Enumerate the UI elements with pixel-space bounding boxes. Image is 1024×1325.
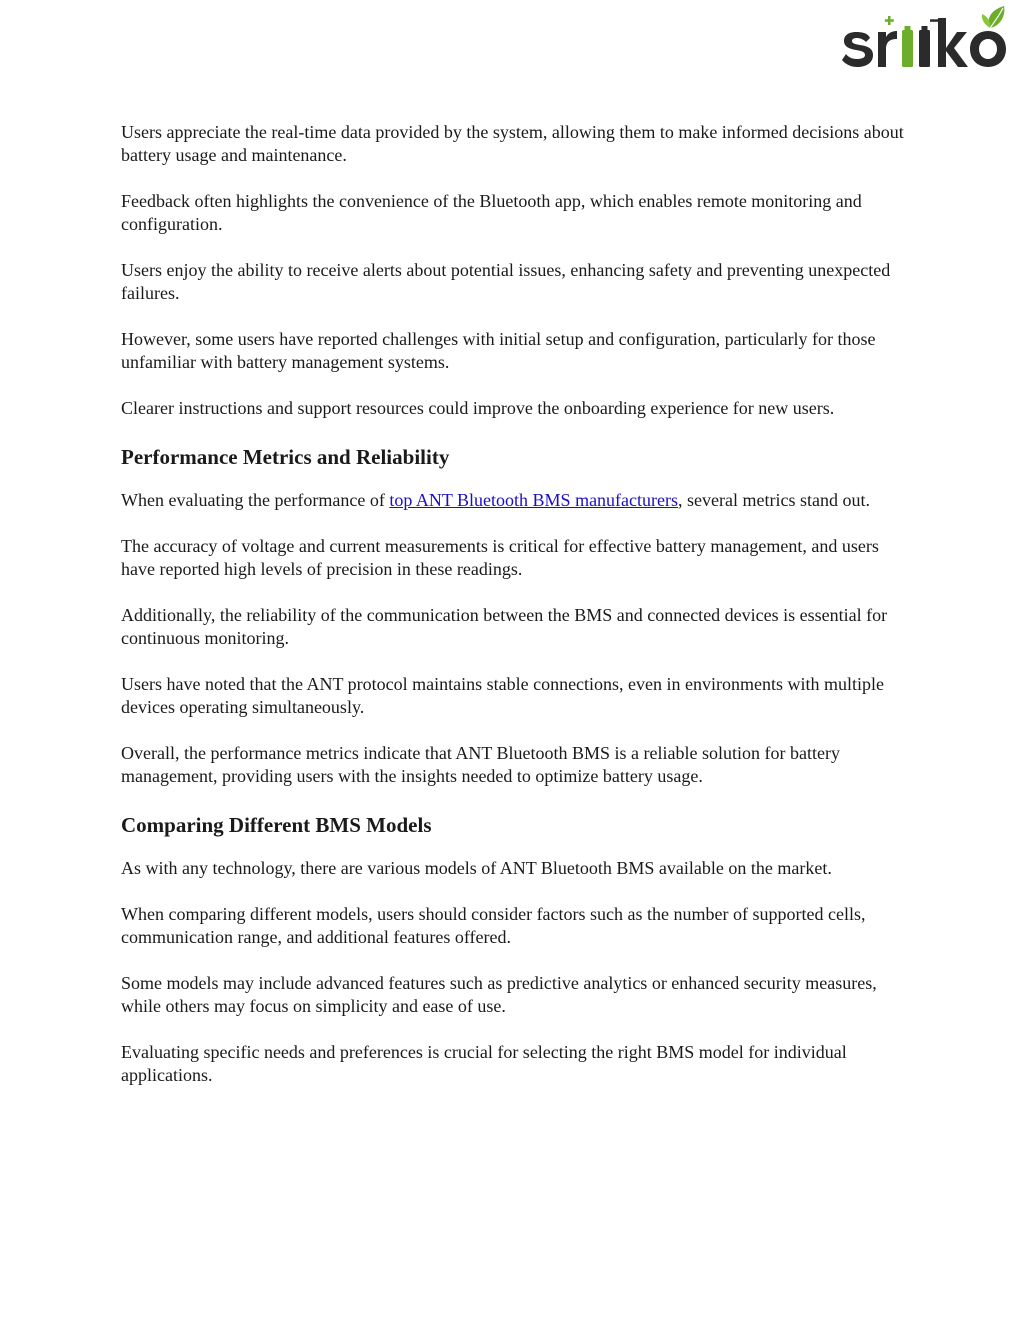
- brand-logo: [840, 4, 1012, 74]
- paragraph: Users appreciate the real-time data provided by the system, allowing them to make informed decisions about battery usage and maintenance.: [121, 122, 904, 165]
- manufacturers-link[interactable]: top ANT Bluetooth BMS manufacturers: [389, 490, 679, 510]
- sriko-logo-icon: [840, 4, 1012, 74]
- paragraph: Some models may include advanced features such as predictive analytics or enhanced security measures, while others may focus on simplicity and ease of use.: [121, 973, 877, 1016]
- section-heading: Comparing Different BMS Models: [121, 813, 432, 837]
- text-span: , several metrics stand out.: [678, 490, 870, 510]
- paragraph-with-link: [121, 489, 911, 512]
- paragraph: As with any technology, there are various models of ANT Bluetooth BMS available on the market.: [121, 858, 832, 878]
- text-span: When evaluating the performance of: [121, 490, 390, 510]
- paragraph: Clearer instructions and support resources could improve the onboarding experience for new users.: [121, 398, 835, 418]
- paragraph: When comparing different models, users should consider factors such as the number of supported cells, communication range, and additional features offered.: [121, 904, 866, 947]
- paragraph: Overall, the performance metrics indicate that ANT Bluetooth BMS is a reliable solution for battery management, providing users with the insights needed to optimize battery usage.: [121, 743, 840, 786]
- paragraph: Feedback often highlights the convenience of the Bluetooth app, which enables remote monitoring and configuration.: [121, 191, 862, 234]
- paragraph: The accuracy of voltage and current measurements is critical for effective battery management, and users have reported high levels of precision in these readings.: [121, 536, 879, 579]
- paragraph: Evaluating specific needs and preferences is crucial for selecting the right BMS model for individual applications.: [121, 1042, 847, 1085]
- paragraph: Users enjoy the ability to receive alerts about potential issues, enhancing safety and preventing unexpected failures.: [121, 260, 891, 303]
- section-heading: Performance Metrics and Reliability: [121, 445, 450, 469]
- paragraph: Additionally, the reliability of the communication between the BMS and connected devices is essential for continuous monitoring.: [121, 605, 888, 648]
- document-body: [121, 121, 911, 1110]
- paragraph: However, some users have reported challenges with initial setup and configuration, particularly for those unfamiliar with battery management systems.: [121, 329, 876, 372]
- paragraph: Users have noted that the ANT protocol maintains stable connections, even in environments with multiple devices operating simultaneously.: [121, 674, 885, 717]
